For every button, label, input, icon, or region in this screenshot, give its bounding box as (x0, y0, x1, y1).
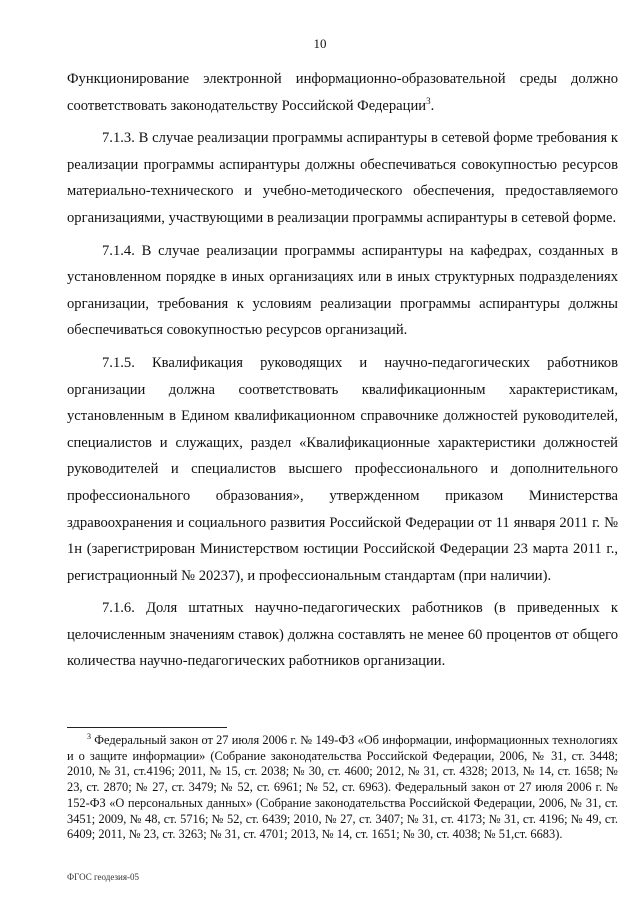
paragraph-7-1-6: 7.1.6. Доля штатных научно-педагогических работников (в приведенных к целочисленным значениям ставок) должна составлять не менее 60 процентов от общего количества научно-педагогических работников организации. (67, 600, 618, 670)
document-code: ФГОС геодезия-05 (67, 872, 139, 882)
paragraph-7-1-3: 7.1.3. В случае реализации программы аспирантуры в сетевой форме требования к реализации программы аспирантуры должны обеспечиваться совокупностью ресурсов материально-технического и учебно-методического обеспечения, предоставляемого организациями, участвующими в реализации программы аспирантуры в сетевой форме. (67, 130, 618, 226)
main-text (67, 66, 618, 681)
paragraph-7-1-5: 7.1.5. Квалификация руководящих и научно-педагогических работников организации должна соответствовать квалификационным характеристикам, установленным в Едином квалификационном справочнике должностей руководителей, специалистов и служащих, раздел «Квалификационные характеристики должностей руководителей и специалистов высшего профессионального и дополнительного профессионального образования», утвержденном приказом Министерства здравоохранения и социального развития Российской Федерации от 11 января 2011 г. № 1н (зарегистрирован Министерством юстиции Российской Федерации 23 марта 2011 г., регистрационный № 20237), и профессиональным стандартам (при наличии). (67, 354, 618, 584)
footnote-text: Федеральный закон от 27 июля 2006 г. № 149-ФЗ «Об информации, информационных технологиях и о защите информации» (Собрание законодательства Российской Федерации, 2006, № 31, ст. 3448; 2010, № 31, ст.4196; 2011, № 15, ст. 2038; № 30, ст. 4600; 2012, № 31, ст. 4328; 2013, № 14, ст. 1658; № 23, ст. 2870; № 27, ст. 3479; № 52, ст. 6961; № 52, ст. 6963). Федеральный закон от 27 июля 2006 г. № 152-ФЗ «О персональных данных» (Собрание законодательства Российской Федерации, 2006, № 31, ст. 3451; 2009, № 48, ст. 5716; № 52, ст. 6439; 2010, № 27, ст. 3407; № 31, ст. 4173; № 31, ст. 4196; № 49, ст. 6409; 2011, № 23, ст. 3263; № 31, ст. 4701; 2013, № 14, ст. 1651; № 30, ст. 4038; № 51,ст. 6683). (67, 733, 618, 842)
footnote-separator (67, 727, 227, 728)
footnote (67, 733, 618, 843)
paragraph-text: Функционирование электронной информационно-образовательной среды должно соответствовать законодательству Российской Федерации (67, 71, 618, 114)
paragraph-electronic-environment (67, 66, 618, 119)
paragraph-7-1-4: 7.1.4. В случае реализации программы аспирантуры на кафедрах, созданных в установленном порядке в иных организациях или в иных структурных подразделениях организации, требования к условиям реализации программы аспирантуры должны обеспечиваться совокупностью ресурсов организаций. (67, 242, 618, 339)
footnote-reference: 3 (426, 95, 431, 106)
paragraph-period: . (430, 97, 435, 114)
footnote-marker: 3 (87, 732, 91, 741)
page-number: 10 (313, 36, 327, 51)
